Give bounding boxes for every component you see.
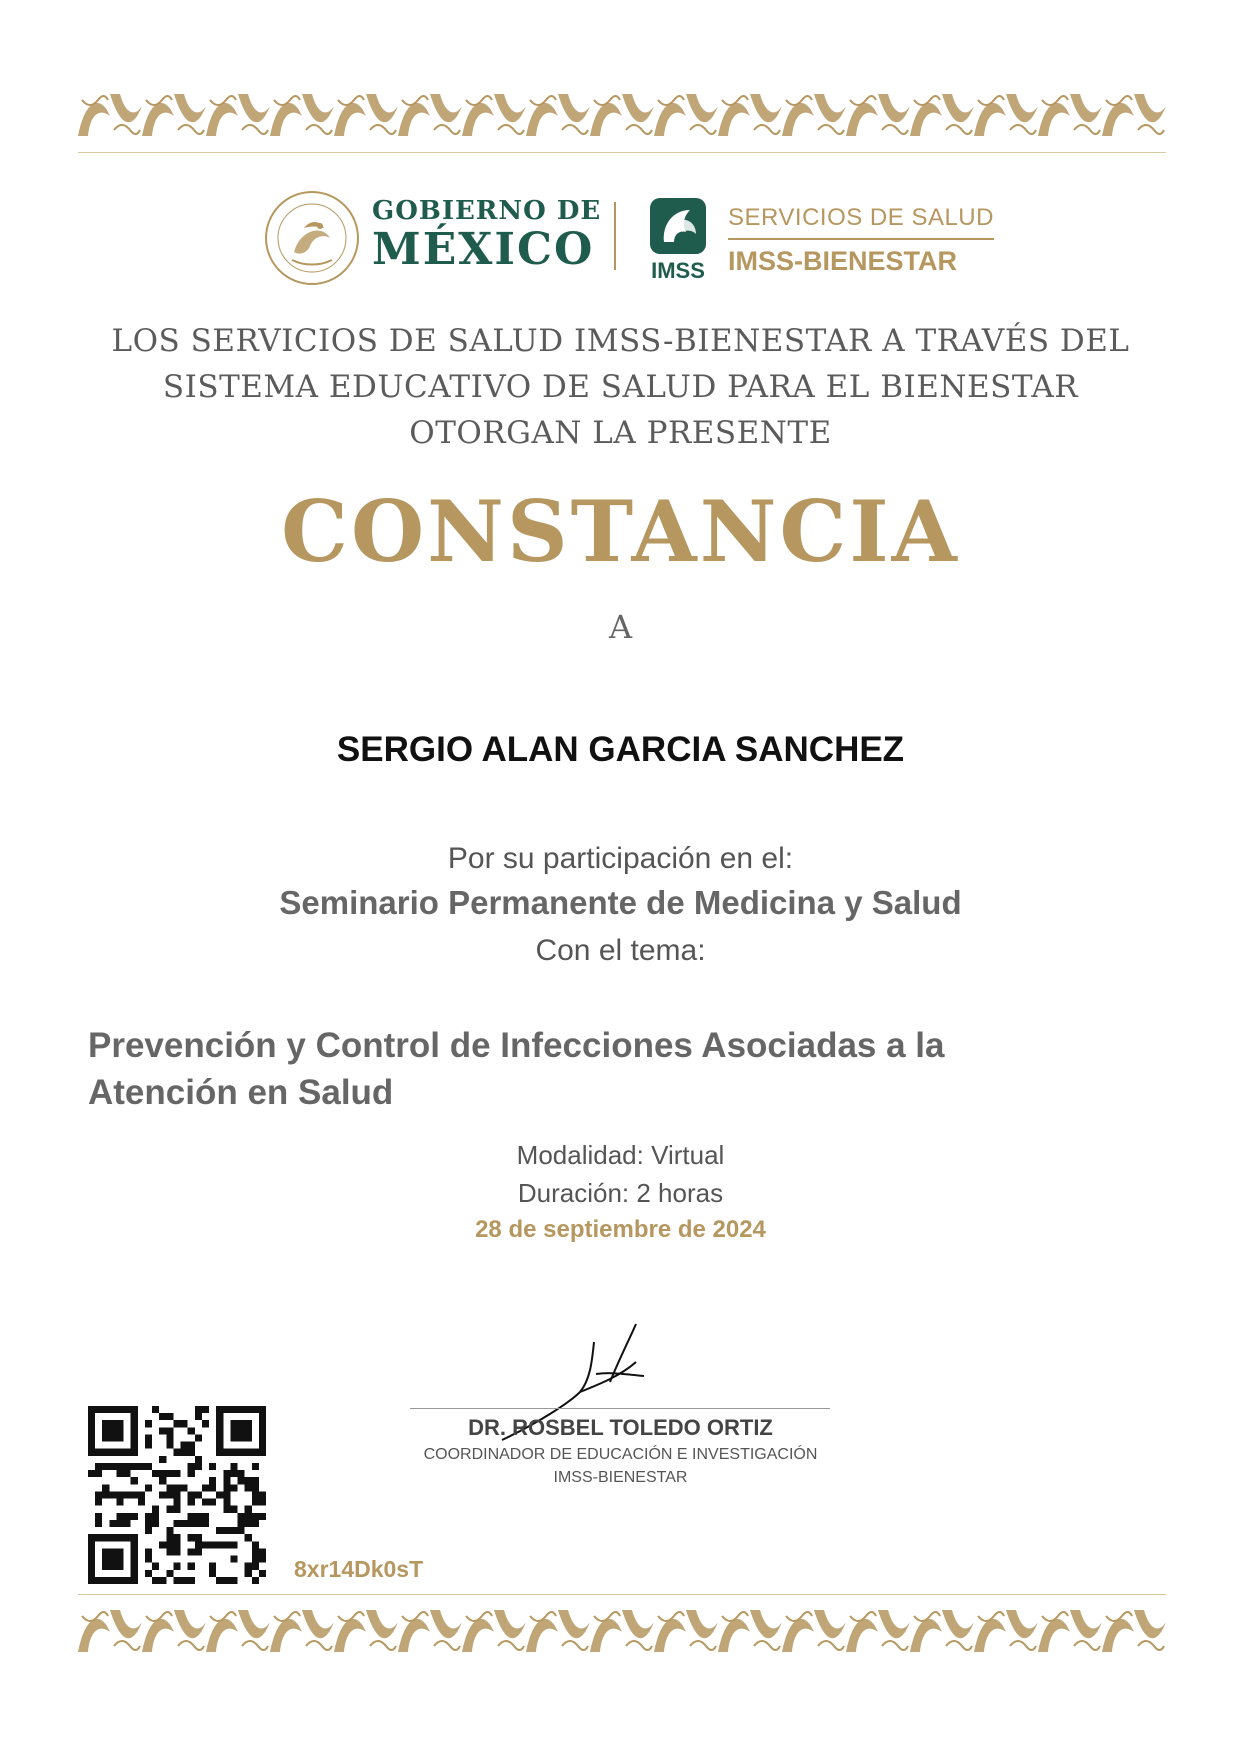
- top-rule: [78, 152, 1166, 153]
- signer-role: COORDINADOR DE EDUCACIÓN E INVESTIGACIÓN: [423, 1446, 818, 1463]
- gobierno-line2: MÉXICO: [372, 224, 595, 275]
- date: 28 de septiembre de 2024: [475, 1216, 766, 1243]
- qr-code-icon[interactable]: [88, 1406, 266, 1584]
- intro-line: LOS SERVICIOS DE SALUD IMSS-BIENESTAR A TRAVÉS DEL: [111, 323, 1130, 359]
- duration: Duración: 2 horas: [517, 1178, 724, 1208]
- logo-separator: [614, 202, 616, 270]
- top-decorative-band: [78, 86, 1166, 144]
- recipient-name: SERGIO ALAN GARCIA SANCHEZ: [336, 730, 905, 769]
- gobierno-de-mexico-wordmark: [372, 196, 602, 275]
- modality: Modalidad: Virtual: [516, 1140, 725, 1170]
- intro-line: OTORGAN LA PRESENTE: [409, 415, 832, 451]
- seminar-name: Seminario Permanente de Medicina y Salud: [279, 884, 962, 921]
- bottom-rule: [78, 1594, 1166, 1595]
- intro-line: SISTEMA EDUCATIVO DE SALUD PARA EL BIENESTAR: [162, 369, 1079, 405]
- signature-line: [410, 1408, 830, 1409]
- imss-label: IMSS: [651, 258, 705, 282]
- signer-name: DR. ROSBEL TOLEDO ORTIZ: [468, 1415, 773, 1440]
- imss-logo-icon: [644, 196, 712, 282]
- servicios-de-salud-wordmark: [728, 204, 994, 277]
- gobierno-line1: GOBIERNO DE: [372, 196, 602, 226]
- servicios-line1: SERVICIOS DE SALUD: [728, 204, 994, 240]
- a-letter: A: [608, 608, 633, 646]
- mexico-seal-icon: [264, 190, 360, 286]
- verification-code: 8xr14Dk0sT: [294, 1556, 424, 1582]
- topic-label: Con el tema:: [535, 934, 706, 967]
- topic-title: [88, 1022, 1148, 1116]
- certificate-title: CONSTANCIA: [281, 482, 960, 581]
- header-logos: [0, 186, 1241, 286]
- intro-text: [60, 318, 1181, 456]
- topic-line: Atención en Salud: [88, 1073, 394, 1112]
- bottom-decorative-band: [78, 1602, 1166, 1660]
- topic-line: Prevención y Control de Infecciones Asociadas a la: [88, 1026, 945, 1065]
- participation-label: Por su participación en el:: [447, 842, 794, 875]
- signer-institution: IMSS-BIENESTAR: [553, 1469, 688, 1486]
- servicios-line2: IMSS-BIENESTAR: [728, 246, 958, 276]
